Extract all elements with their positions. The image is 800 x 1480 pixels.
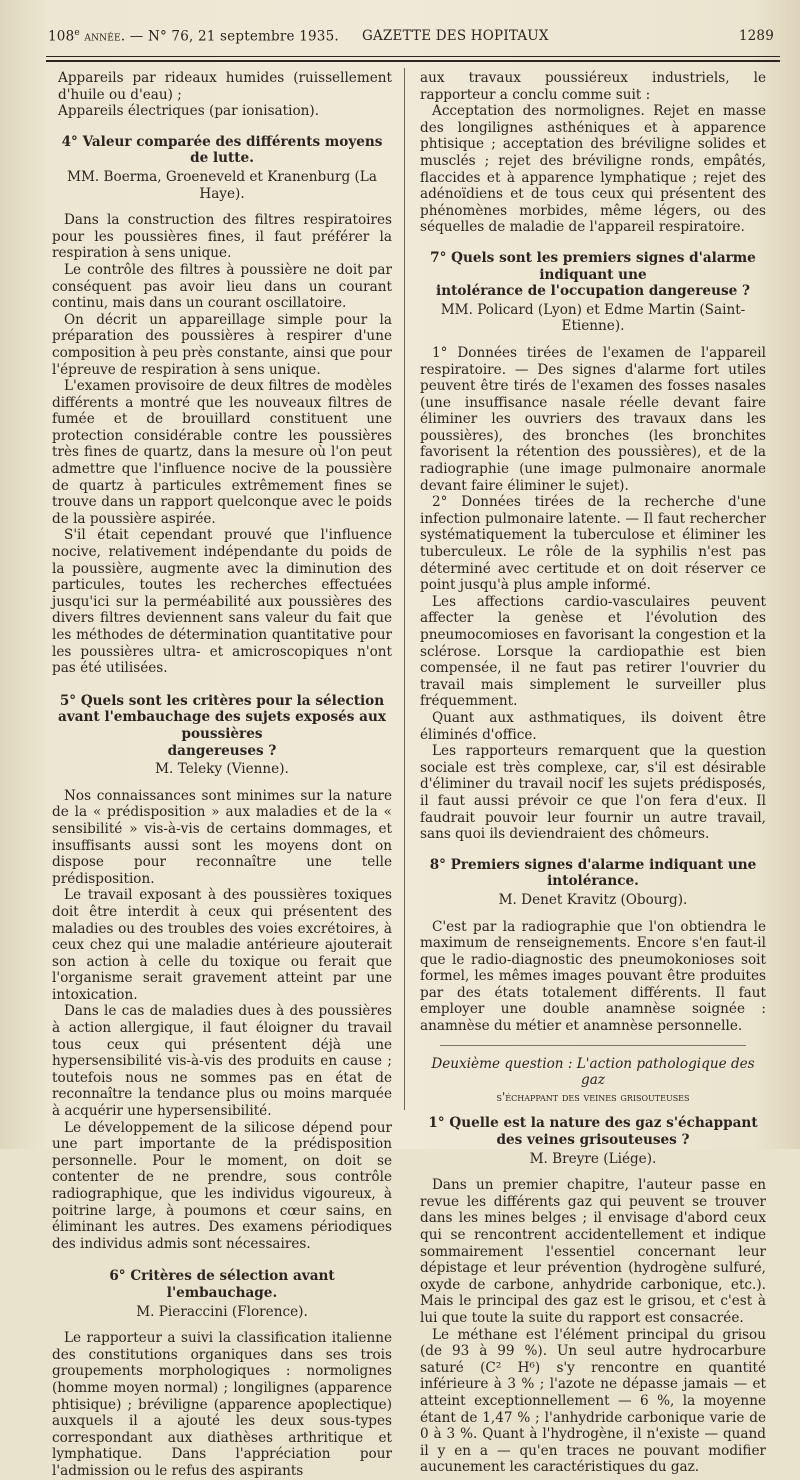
header-issue-info [48,28,339,45]
paragraph: Le développement de la silicose dépend pour une part importante de la prédisposition personnelle. Pour le moment, on doit se contenter de ne prendre, sous contrôle radiographique, que les individus vigoureux, à poitrine large, à poumons et cœur sains, en éliminant les autres. Des examens périodiques des individus admis sont nécessaires. [52,1119,392,1252]
section-heading-8: 8° Premiers signes d'alarme indiquant une intolérance. [429,856,757,890]
section-heading-4: 4° Valeur comparée des différents moyens de lutte. [61,133,383,167]
heading-line: 7° Quels sont les premiers signes d'alarme indiquant une [430,249,756,283]
paragraph: Quant aux asthmatiques, ils doivent être éliminés d'office. [420,709,766,743]
heading-line: 5° Quels sont les critères pour la sélection [59,692,385,709]
paragraph: L'examen provisoire de deux filtres de modèles différents a montré que les nouveaux filtres de fumée et de brouillard constituent une protection considérable contre les poussières très fines de quartz, dans la mesure où l'on peut admettre que l'influence nocive de la poussière de quartz à particules extrêmement fines se trouve dans un rapport quelconque avec le poids de la poussière aspirée. [52,378,392,527]
paragraph: aux travaux poussiéreux industriels, le rapporteur a conclu comme suit : [420,70,766,103]
header-rule-thin [46,56,780,57]
paragraph: Les rapporteurs remarquent que la question sociale est très complexe, car, s'il est désirable d'éliminer du travail nocif les sujets prédisposés, il faut aussi prévoir ce que l'on fera d'eux. Il faudrait pouvoir leur fournir un autre travail, sans quoi ils deviendraient des chômeurs. [420,743,766,843]
paragraph: Appareils par rideaux humides (ruissellement d'huile ou d'eau) ; [58,70,392,103]
paragraph: 1° Données tirées de l'examen de l'appareil respiratoire. — Des signes d'alarme fort utiles peuvent être tirés de l'examen des fosses nasales (une insuffisance nasale réelle devant faire éliminer les ouvriers des travaux dans les poussières), des bronches (les bronchites favorisent la rétention des poussières), et de la radiographie (une image pulmonaire anormale devant faire éliminer le sujet). [420,344,766,494]
header-year-sup: e [74,28,80,38]
paragraph: C'est par la radiographie que l'on obtiendra le maximum de renseignements. Encore s'en faut-il que le radio-diagnostic des pneumokonioses soit formel, les mêmes images pouvant être produites par des états totalement différents. Il faut employer une double anamnèse soignée : anamnèse du métier et anamnèse personnelle. [420,918,766,1035]
section-separator [440,1045,746,1046]
paragraph: Les affections cardio-vasculaires peuvent affecter la genèse et l'évolution des pneumocomioses en favorisant la congestion et la sclérose. Lorsque la cardiopathie est bien compensée, il ne faut pas retirer l'ouvrier du travail mais simplement le surveiller plus fréquemment. [420,593,766,710]
paragraph: 2° Données tirées de la recherche d'une infection pulmonaire latente. — Il faut rechercher systématiquement la tuberculose et éliminer les tuberculeux. Le rôle de la syphilis n'est pas déterminé avec certitude et on doit réserver ce point jusqu'à plus ample informé. [420,494,766,594]
question-line-2: s'échappant des veines grisouteuses [496,1089,690,1104]
paragraph: S'il était cependant prouvé que l'influence nocive, relativement indépendante du poids de la poussière, augmente avec la diminution des particules, toutes les recherches effectuées jusqu'ici sur la perméabilité aux poussières des divers filtres deviennent sans valeur du fait que les méthodes de détermination quantitative pour les poussières ultra- et amicroscopiques n'ont pas été utilisées. [52,527,392,677]
question-line-1: Deuxième question : L'action pathologique des gaz [431,1055,755,1089]
paragraph: Le rapporteur a suivi la classification italienne des constitutions organiques dans ses trois groupements morphologiques : normolignes (homme moyen normal) ; longilignes (apparence phtisique) ; bréviligne (apparence apoplectique) auxquels il a ajouté les deux sous-types correspondant aux diathèses arthritique et lymphatique. Dans l'appréciation pour l'admission ou le refus des aspirants [52,1330,392,1479]
column-divider [404,68,405,1110]
paragraph: Dans le cas de maladies dues à des poussières à action allergique, il faut éloigner du travail tous ceux qui présentent déjà une hypersensibilité vis-à-vis des produits en cause ; toutefois nous ne sommes pas en état de reconnaître la tendance plus ou moins marquée à acquérir une hypersensibilité. [52,1003,392,1120]
paragraph: Nos connaissances sont minimes sur la nature de la « prédisposition » aux maladies et de la « sensibilité » vis-à-vis de certains dommages, et insuffisants aussi sont les moyens dont on dispose pour reconnaître une telle prédisposition. [52,787,392,887]
header-year-word: année. [79,28,126,45]
header-page-number: 1289 [738,28,774,44]
left-column [52,70,392,1480]
paragraph: Le contrôle des filtres à poussière ne doit par conséquent pas avoir lieu dans un courant continu, mais dans un courant oscillatoire. [52,261,392,312]
heading-line: intolérance de l'occupation dangereuse ? [436,283,750,300]
heading-line: des veines grisouteuses ? [496,1132,690,1149]
header-rule-thick [46,60,780,62]
section-author-6: M. Pieraccini (Florence). [136,1303,308,1320]
page-header [40,28,782,50]
section-author-7: MM. Policard (Lyon) et Edme Martin (Saint-Etienne). [440,301,746,335]
paragraph: Acceptation des normolignes. Rejet en masse des longilignes asthéniques et à apparence phtisique ; acceptation des bréviligne solides et musclés ; rejet des bréviligne ronds, empâtés, flaccides et à apparence lymphatique ; rejet des adénoïdiens et de tous ceux qui présentent des phénomènes morbides, même légers, ou des séquelles de maladie de l'appareil respiratoire. [420,103,766,236]
header-year: 108 [48,28,75,45]
subsection-author-1: M. Breyre (Liége). [529,1150,657,1167]
heading-line: avant l'embauchage des sujets exposés aux poussières [58,709,386,742]
paragraph: Le travail exposant à des poussières toxiques doit être interdit à ceux qui présentent des maladies ou des troubles des voies excrétoires, à ceux chez qui une maladie antérieure ajouterait son action à celle du toxique ou ferait que l'organisme serait gravement atteint par une intoxication. [52,887,392,1003]
paragraph: On décrit un appareillage simple pour la préparation des poussières à respirer d'une composition à peu près constante, ainsi que pour l'épreuve de respiration à sens unique. [52,311,392,378]
subsection-heading-1 [420,1115,766,1148]
section-author-8: M. Denet Kravitz (Obourg). [498,891,688,908]
paragraph: Appareils électriques (par ionisation). [58,103,320,120]
header-issue: — N° 76, 21 septembre 1935. [125,28,339,45]
paragraph: Le méthane est l'élément principal du grisou (de 93 à 99 %). Un seul autre hydrocarbure saturé (C² H⁶) s'y rencontre en quantité inférieure à 3 % ; l'azote ne dépasse jamais — et atteint exceptionnellement — 6 %, la moyenne étant de 1,47 % ; l'anhydride carbonique varie de 0 à 3 %. Quant à l'hydrogène, il n'existe — quand il y en a — qu'en traces ne pouvant modifier aucunement les caractéristiques du gaz. [420,1326,766,1476]
right-column [420,70,766,1476]
section-heading-5 [52,693,392,759]
section-author-5: M. Teleky (Vienne). [155,761,289,778]
section-heading-6: 6° Critères de sélection avant l'embauchage. [109,1268,335,1301]
section-author-4: MM. Boerma, Groeneveld et Kranenburg (La Haye). [67,168,377,202]
paragraph: Dans un premier chapitre, l'auteur passe en revue les différents gaz qui peuvent se trouver dans les mines belges ; il envisage d'abord ceux qui se rencontrent accidentellement et indique sommairement l'essentiel concernant leur dépistage et leur prévention (hydrogène sulfuré, oxyde de carbone, anhydride carbonique, etc.). Mais le principal des gaz est le grisou, et c'est à lui que toute la suite du rapport est consacrée. [420,1177,766,1326]
question-line [420,1056,766,1089]
question-heading [420,1056,766,1106]
heading-line: dangereuses ? [167,742,277,759]
section-heading-7 [420,250,766,300]
header-journal-title: GAZETTE DES HOPITAUX [362,28,549,44]
heading-line: 1° Quelle est la nature des gaz s'échappant [428,1115,758,1132]
paragraph: Dans la construction des filtres respiratoires pour les poussières fines, il faut préférer la respiration à sens unique. [52,212,392,262]
